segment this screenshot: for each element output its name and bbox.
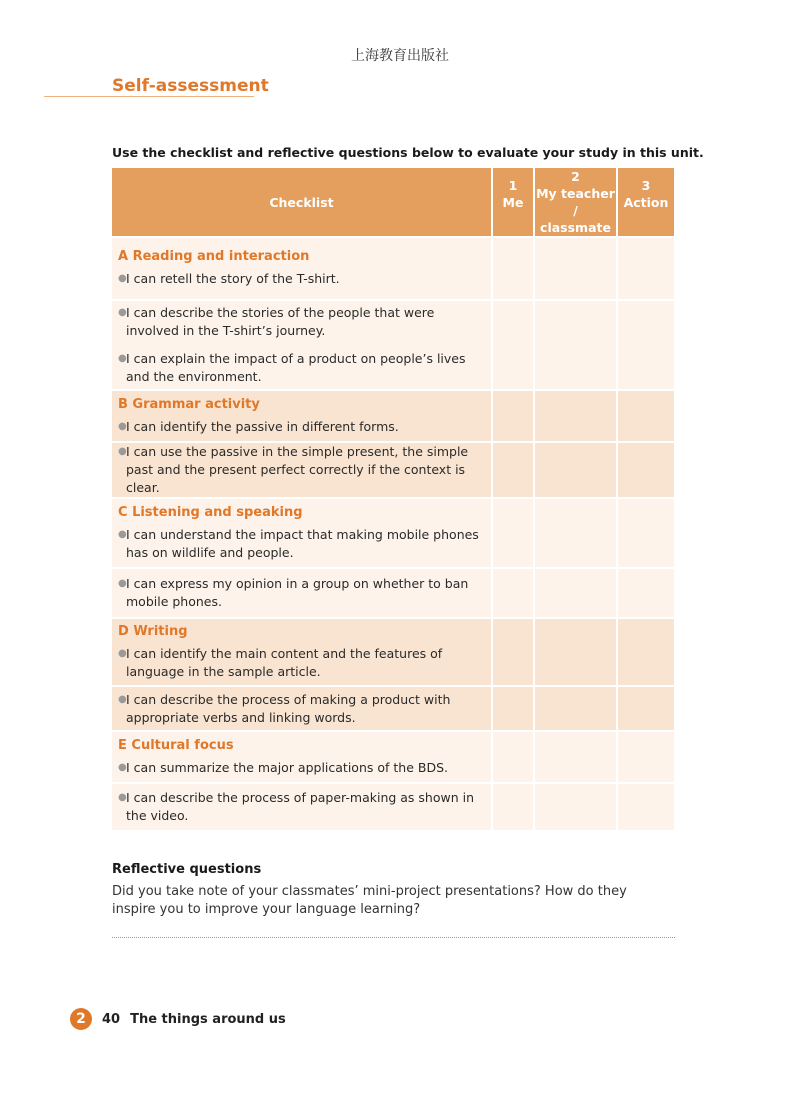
me-cell[interactable] [492, 568, 534, 618]
reflective-question-text: Did you take note of your classmates’ mini-project presentations? How do they inspire you to improve your language learning? [112, 884, 627, 917]
action-cell[interactable] [617, 731, 674, 783]
checklist-item: ● I can summarize the major applications of the BDS. [118, 759, 448, 775]
action-cell[interactable] [617, 618, 674, 686]
table-row [112, 237, 674, 300]
action-cell[interactable] [617, 686, 674, 731]
action-cell[interactable] [617, 783, 674, 830]
action-cell[interactable] [617, 568, 674, 618]
reflective-questions-title: Reflective questions [112, 862, 262, 877]
bullet-icon: ● [118, 528, 127, 540]
teacher-cell[interactable] [534, 300, 617, 390]
action-cell[interactable] [617, 237, 674, 300]
checklist-cell [112, 618, 492, 686]
checklist-cell [112, 300, 492, 390]
teacher-cell[interactable] [534, 783, 617, 830]
me-cell[interactable] [492, 300, 534, 390]
action-cell[interactable] [617, 300, 674, 390]
bullet-icon: ● [118, 761, 127, 773]
bullet-icon: ● [118, 792, 127, 803]
table-row [112, 618, 674, 686]
bullet-icon: ● [118, 273, 127, 284]
teacher-cell[interactable] [534, 237, 617, 300]
checklist-item: ● I can explain the impact of a product on people’s lives and the environment. [118, 351, 466, 384]
bullet-icon: ● [118, 693, 127, 705]
checklist-cell [112, 783, 492, 830]
me-cell[interactable] [492, 686, 534, 731]
header-me: 1 Me [492, 168, 534, 237]
table-header-row [112, 168, 674, 237]
unit-number-badge: 2 [70, 1008, 92, 1030]
table-row [112, 300, 674, 390]
section-title: Self-assessment [112, 76, 269, 96]
title-underline [44, 96, 254, 97]
publisher-header: 上海教育出版社 [351, 48, 449, 64]
teacher-cell[interactable] [534, 686, 617, 731]
category-label: C Listening and speaking [118, 504, 303, 520]
me-cell[interactable] [492, 442, 534, 498]
answer-line[interactable] [112, 937, 675, 938]
table-row [112, 498, 674, 568]
checklist-cell [112, 237, 492, 300]
page-number: 40 [102, 1011, 121, 1027]
checklist-table [112, 168, 674, 830]
teacher-cell[interactable] [534, 731, 617, 783]
action-cell[interactable] [617, 442, 674, 498]
checklist-cell [112, 568, 492, 618]
header-checklist: Checklist [112, 168, 492, 237]
bullet-icon: ● [118, 353, 127, 364]
checklist-item: ● I can express my opinion in a group on whether to ban mobile phones. [118, 576, 469, 609]
table-row [112, 783, 674, 830]
checklist-item: ● I can describe the process of paper-making as shown in the video. [118, 790, 475, 823]
table-row [112, 568, 674, 618]
checklist-cell [112, 731, 492, 783]
me-cell[interactable] [492, 618, 534, 686]
category-label: D Writing [118, 623, 188, 639]
checklist-cell [112, 390, 492, 442]
checklist-item: ● I can use the passive in the simple present, the simple past and the present perfect correctly if the context is clear. [118, 444, 469, 495]
bullet-icon: ● [118, 420, 127, 432]
checklist-item: ● I can understand the impact that making mobile phones has on wildlife and people. [118, 526, 479, 560]
teacher-cell[interactable] [534, 568, 617, 618]
table-row [112, 442, 674, 498]
bullet-icon: ● [118, 578, 127, 589]
checklist-cell [112, 498, 492, 568]
checklist-cell [112, 442, 492, 498]
table-row [112, 731, 674, 783]
teacher-cell[interactable] [534, 442, 617, 498]
me-cell[interactable] [492, 237, 534, 300]
teacher-cell[interactable] [534, 390, 617, 442]
me-cell[interactable] [492, 783, 534, 830]
page-footer [70, 1008, 286, 1030]
bullet-icon: ● [118, 647, 127, 659]
action-cell[interactable] [617, 390, 674, 442]
me-cell[interactable] [492, 731, 534, 783]
header-teacher-classmate: 2 My teacher / classmate [534, 168, 617, 237]
bullet-icon: ● [118, 307, 127, 318]
checklist-item: ● I can describe the process of making a product with appropriate verbs and linking words. [118, 691, 451, 725]
instruction-text: Use the checklist and reflective questions below to evaluate your study in this unit. [112, 145, 704, 160]
table-row [112, 390, 674, 442]
checklist-item: ● I can identify the passive in different forms. [118, 418, 399, 434]
me-cell[interactable] [492, 390, 534, 442]
unit-title: The things around us [130, 1011, 286, 1027]
checklist-cell [112, 686, 492, 731]
me-cell[interactable] [492, 498, 534, 568]
checklist-item: ● I can retell the story of the T-shirt. [118, 271, 340, 286]
category-label: B Grammar activity [118, 396, 260, 412]
checklist-item: ● I can identify the main content and the features of language in the sample article. [118, 645, 443, 679]
category-label: A Reading and interaction [118, 249, 310, 264]
bullet-icon: ● [118, 446, 127, 457]
checklist-item: ● I can describe the stories of the people that were involved in the T-shirt’s journey. [118, 305, 435, 338]
teacher-cell[interactable] [534, 498, 617, 568]
action-cell[interactable] [617, 498, 674, 568]
table-row [112, 686, 674, 731]
category-label: E Cultural focus [118, 737, 234, 753]
header-action: 3 Action [617, 168, 674, 237]
teacher-cell[interactable] [534, 618, 617, 686]
